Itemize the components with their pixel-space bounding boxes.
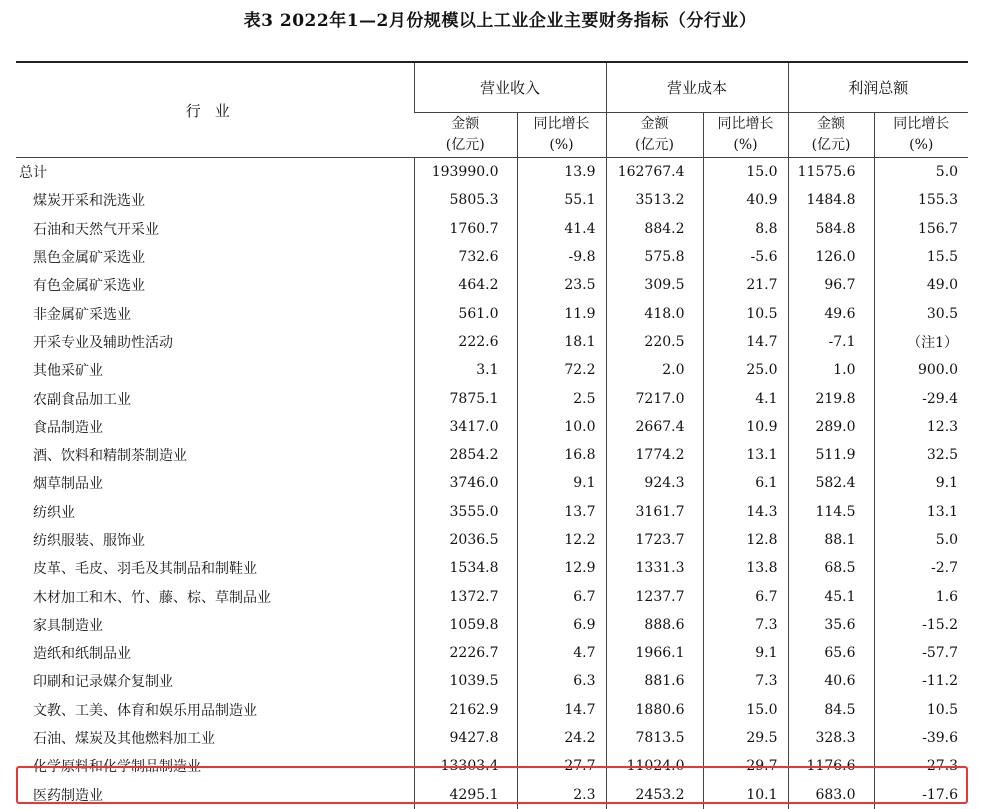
cost-amount-cell: 309.5 [606,271,703,299]
industry-name-cell: 医药制造业 [33,787,103,804]
profit-amount-cell: 84.5 [788,696,874,724]
revenue-amount-cell: 4295.1 [414,781,517,809]
profit-group-header: 利润总额 [788,62,968,113]
profit-growth-cell: 15.5 [874,243,968,271]
cost-growth-cell: 29.5 [703,724,788,752]
revenue-amount-cell: 1039.5 [414,667,517,695]
cost-growth-cell: 7.3 [703,667,788,695]
profit-growth-cell: 49.0 [874,271,968,299]
profit-growth-cell: -29.4 [874,384,968,412]
revenue-growth-cell: 10.0 [517,413,606,441]
table-row [16,186,968,214]
profit-amount-cell: 126.0 [788,243,874,271]
table-row [16,158,968,187]
profit-growth-cell: 900.0 [874,356,968,384]
revenue-growth-header [517,113,606,158]
cost-amount-cell: 11024.0 [606,752,703,780]
cost-growth-cell: -5.6 [703,243,788,271]
revenue-growth-cell: 12.2 [517,526,606,554]
industry-name-cell: 纺织服装、服饰业 [33,533,145,549]
revenue-growth-cell: 12.9 [517,554,606,582]
profit-growth-cell: -39.6 [874,724,968,752]
profit-growth-cell: 30.5 [874,299,968,327]
profit-amount-cell: 1176.6 [788,752,874,780]
table-row [16,328,968,356]
profit-growth-cell: 12.3 [874,413,968,441]
cost-amount-cell: 881.6 [606,667,703,695]
revenue-growth-cell: 23.5 [517,271,606,299]
cost-amount-cell: 1880.6 [606,696,703,724]
cost-group-header: 营业成本 [606,62,788,113]
cost-growth-cell: 7.3 [703,611,788,639]
financial-indicators-table [16,61,968,809]
growth-label: 同比增长 [533,116,590,132]
revenue-amount-cell: 3417.0 [414,413,517,441]
amount-label: 金额 [451,116,480,132]
profit-amount-cell: 219.8 [788,384,874,412]
cost-amount-cell: 575.8 [606,243,703,271]
revenue-growth-cell: 14.7 [517,696,606,724]
industry-name-cell: 造纸和纸制品业 [33,646,131,663]
revenue-growth-cell: 13.7 [517,498,606,526]
cost-growth-cell: 9.1 [703,639,788,667]
profit-growth-cell: 10.5 [874,696,968,724]
cost-growth-cell: 10.9 [703,413,788,441]
revenue-amount-cell: 1372.7 [414,582,517,610]
industry-name-cell: 皮革、毛皮、羽毛及其制品和制鞋业 [33,561,257,578]
table-row [16,384,968,412]
revenue-growth-cell: 6.7 [517,582,606,610]
profit-growth-cell: 27.3 [874,752,968,780]
cost-growth-cell: 12.8 [703,526,788,554]
industry-name-cell: 化学原料和化学制品制造业 [33,759,201,776]
industry-name-cell: 食品制造业 [33,419,103,436]
cost-amount-cell: 924.3 [606,469,703,497]
growth-unit: (%) [909,137,934,153]
growth-label: 同比增长 [893,116,950,132]
profit-growth-cell: 5.0 [874,526,968,554]
cost-growth-cell: 15.0 [703,696,788,724]
table-row [16,667,968,695]
revenue-amount-cell: 7875.1 [414,384,517,412]
profit-growth-cell: -15.2 [874,611,968,639]
revenue-amount-cell: 1760.7 [414,215,517,243]
cost-growth-cell: 8.8 [703,215,788,243]
revenue-amount-cell: 732.6 [414,243,517,271]
revenue-growth-cell: 41.4 [517,215,606,243]
cost-growth-cell: 21.7 [703,271,788,299]
revenue-amount-cell: 2162.9 [414,696,517,724]
profit-amount-cell: -7.1 [788,328,874,356]
table-row [16,781,968,809]
revenue-amount-cell: 2226.7 [414,639,517,667]
industry-name-cell: 总计 [19,165,47,182]
industry-name-cell: 文教、工美、体育和娱乐用品制造业 [33,702,257,719]
revenue-amount-cell: 2854.2 [414,441,517,469]
table-row [16,441,968,469]
table-row [16,554,968,582]
table-row [16,639,968,667]
revenue-amount-cell: 3.1 [414,356,517,384]
table-row [16,413,968,441]
cost-amount-cell: 1331.3 [606,554,703,582]
revenue-growth-cell: 6.9 [517,611,606,639]
cost-amount-cell: 1966.1 [606,639,703,667]
table-row [16,498,968,526]
cost-amount-cell: 7813.5 [606,724,703,752]
industry-name-cell: 农副食品加工业 [33,391,131,408]
growth-label: 同比增长 [717,116,774,132]
revenue-growth-cell: 16.8 [517,441,606,469]
industry-name-cell: 酒、饮料和精制茶制造业 [33,448,187,465]
table-row [16,299,968,327]
revenue-growth-cell: 4.7 [517,639,606,667]
table-row [16,582,968,610]
cost-amount-cell: 1237.7 [606,582,703,610]
industry-column-header: 行业 [16,62,414,158]
cost-amount-cell: 418.0 [606,299,703,327]
table-row [16,215,968,243]
industry-name-cell: 黑色金属矿采选业 [33,250,145,267]
growth-unit: (%) [733,137,758,153]
profit-amount-cell: 11575.6 [788,158,874,187]
profit-amount-cell: 328.3 [788,724,874,752]
cost-growth-cell: 6.1 [703,469,788,497]
cost-amount-cell: 3513.2 [606,186,703,214]
growth-unit: (%) [549,137,574,153]
profit-amount-cell: 45.1 [788,582,874,610]
table-row [16,696,968,724]
revenue-amount-cell: 1059.8 [414,611,517,639]
cost-growth-cell: 13.8 [703,554,788,582]
cost-growth-cell: 29.7 [703,752,788,780]
profit-amount-cell: 511.9 [788,441,874,469]
profit-growth-cell: 9.1 [874,469,968,497]
cost-amount-cell: 2453.2 [606,781,703,809]
profit-growth-cell: -2.7 [874,554,968,582]
revenue-amount-cell: 1534.8 [414,554,517,582]
amount-unit: (亿元) [635,137,674,153]
industry-name-cell: 开采专业及辅助性活动 [33,334,173,351]
cost-growth-cell: 10.1 [703,781,788,809]
revenue-growth-cell: 72.2 [517,356,606,384]
cost-amount-cell: 2.0 [606,356,703,384]
profit-growth-cell: -57.7 [874,639,968,667]
profit-growth-cell: 13.1 [874,498,968,526]
cost-amount-cell: 1723.7 [606,526,703,554]
cost-growth-cell: 14.3 [703,498,788,526]
industry-name-cell: 家具制造业 [33,617,103,634]
cost-amount-cell: 220.5 [606,328,703,356]
cost-amount-cell: 3161.7 [606,498,703,526]
revenue-growth-cell: 2.3 [517,781,606,809]
revenue-growth-cell: 24.2 [517,724,606,752]
profit-amount-cell: 35.6 [788,611,874,639]
revenue-amount-header [414,113,517,158]
cost-growth-cell: 14.7 [703,328,788,356]
profit-amount-cell: 68.5 [788,554,874,582]
table-row [16,611,968,639]
revenue-growth-cell: -9.8 [517,243,606,271]
industry-name-cell: 煤炭开采和洗选业 [33,193,145,210]
cost-growth-cell: 10.5 [703,299,788,327]
profit-amount-cell: 289.0 [788,413,874,441]
profit-amount-cell: 1484.8 [788,186,874,214]
revenue-growth-cell: 6.3 [517,667,606,695]
profit-amount-cell: 582.4 [788,469,874,497]
table-row [16,469,968,497]
industry-name-cell: 石油、煤炭及其他燃料加工业 [33,731,215,748]
cost-amount-cell: 162767.4 [606,158,703,187]
profit-growth-cell: -17.6 [874,781,968,809]
profit-growth-header [874,113,968,158]
revenue-amount-cell: 2036.5 [414,526,517,554]
cost-amount-cell: 7217.0 [606,384,703,412]
profit-amount-cell: 683.0 [788,781,874,809]
profit-amount-cell: 65.6 [788,639,874,667]
cost-amount-header [606,113,703,158]
revenue-growth-cell: 27.7 [517,752,606,780]
industry-name-cell: 纺织业 [33,504,75,521]
cost-growth-cell: 40.9 [703,186,788,214]
profit-amount-header [788,113,874,158]
revenue-growth-cell: 9.1 [517,469,606,497]
profit-amount-cell: 96.7 [788,271,874,299]
revenue-growth-cell: 18.1 [517,328,606,356]
revenue-growth-cell: 11.9 [517,299,606,327]
profit-growth-cell: 156.7 [874,215,968,243]
industry-name-cell: 木材加工和木、竹、藤、棕、草制品业 [33,589,271,606]
revenue-amount-cell: 3746.0 [414,469,517,497]
industry-name-cell: 非金属矿采选业 [33,306,131,323]
cost-growth-header [703,113,788,158]
revenue-amount-cell: 3555.0 [414,498,517,526]
table-row [16,271,968,299]
amount-unit: (亿元) [445,137,485,153]
revenue-amount-cell: 222.6 [414,328,517,356]
amount-label: 金额 [817,116,846,132]
table-body [16,158,968,809]
cost-amount-cell: 1774.2 [606,441,703,469]
profit-amount-cell: 1.0 [788,356,874,384]
revenue-amount-cell: 5805.3 [414,186,517,214]
cost-growth-cell: 13.1 [703,441,788,469]
cost-amount-cell: 888.6 [606,611,703,639]
revenue-amount-cell: 464.2 [414,271,517,299]
revenue-amount-cell: 9427.8 [414,724,517,752]
profit-growth-cell: 5.0 [874,158,968,187]
industry-name-cell: 烟草制品业 [33,476,103,493]
profit-amount-cell: 88.1 [788,526,874,554]
industry-name-cell: 印刷和记录媒介复制业 [33,674,173,691]
revenue-growth-cell: 13.9 [517,158,606,187]
profit-amount-cell: 49.6 [788,299,874,327]
cost-amount-cell: 884.2 [606,215,703,243]
cost-amount-cell: 2667.4 [606,413,703,441]
table-title: 表3 2022年1—2月份规模以上工业企业主要财务指标（分行业） [243,11,757,31]
cost-growth-cell: 25.0 [703,356,788,384]
profit-amount-cell: 584.8 [788,215,874,243]
revenue-growth-cell: 2.5 [517,384,606,412]
profit-amount-cell: 114.5 [788,498,874,526]
profit-growth-cell: 32.5 [874,441,968,469]
revenue-amount-cell: 561.0 [414,299,517,327]
table-row [16,243,968,271]
profit-growth-cell: -11.2 [874,667,968,695]
industry-name-cell: 石油和天然气开采业 [33,221,159,238]
profit-growth-cell: （注1） [874,328,968,356]
amount-unit: (亿元) [811,137,851,153]
industry-name-cell: 其他采矿业 [33,363,103,380]
profit-amount-cell: 40.6 [788,667,874,695]
cost-growth-cell: 15.0 [703,158,788,187]
table-row [16,356,968,384]
profit-growth-cell: 1.6 [874,582,968,610]
profit-growth-cell: 155.3 [874,186,968,214]
revenue-group-header: 营业收入 [414,62,606,113]
revenue-growth-cell: 55.1 [517,186,606,214]
cost-growth-cell: 4.1 [703,384,788,412]
table-row [16,752,968,780]
revenue-amount-cell: 193990.0 [414,158,517,187]
industry-name-cell: 有色金属矿采选业 [33,278,145,295]
cost-growth-cell: 6.7 [703,582,788,610]
table-row [16,724,968,752]
revenue-amount-cell: 13303.4 [414,752,517,780]
amount-label: 金额 [640,116,669,132]
table-row [16,526,968,554]
